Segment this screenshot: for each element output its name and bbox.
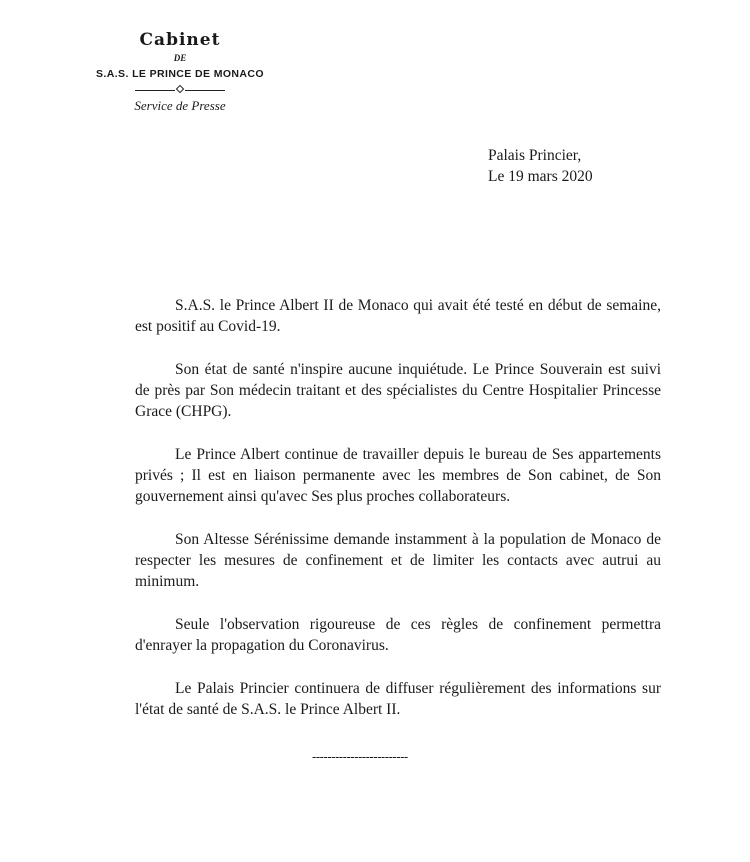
paragraph-3: Le Prince Albert continue de travailler depuis le bureau de Ses appartements privés ; Il est en liaison permanente avec les membres de Son cabinet, de Son gouvernement ainsi qu'avec Ses plus proches collaborateurs. [135, 446, 661, 505]
paragraph-5: Seule l'observation rigoureuse de ces règles de confinement permettra d'enrayer la propagation du Coronavirus. [135, 616, 661, 654]
letterhead-service: Service de Presse [134, 98, 226, 113]
closing-separator: ------------------------- [312, 749, 408, 764]
place: Palais Princier, [488, 147, 582, 164]
letterhead-title: Cabinet [139, 30, 221, 50]
paragraph-2: Son état de santé n'inspire aucune inquiétude. Le Prince Souverain est suivi de près par Son médecin traitant et des spécialistes du Centre Hospitalier Princesse Grace (CHPG). [135, 361, 661, 420]
release-body [135, 295, 661, 742]
rule-with-diamond-ornament-icon [135, 84, 225, 96]
date: Le 19 mars 2020 [488, 168, 593, 185]
letterhead-connector: DE [173, 53, 187, 63]
paragraph-1: S.A.S. le Prince Albert II de Monaco qui avait été testé en début de semaine, est positif au Covid-19. [135, 297, 661, 335]
paragraph-6: Le Palais Princier continuera de diffuser régulièrement des informations sur l'état de santé de S.A.S. le Prince Albert II. [135, 680, 661, 718]
letterhead [80, 30, 280, 115]
paragraph-4: Son Altesse Sérénissime demande instamment à la population de Monaco de respecter les mesures de confinement et de limiter les contacts avec autrui au minimum. [135, 531, 661, 590]
place-and-date [488, 145, 593, 187]
letterhead-office: S.A.S. LE PRINCE DE MONACO [96, 68, 264, 80]
